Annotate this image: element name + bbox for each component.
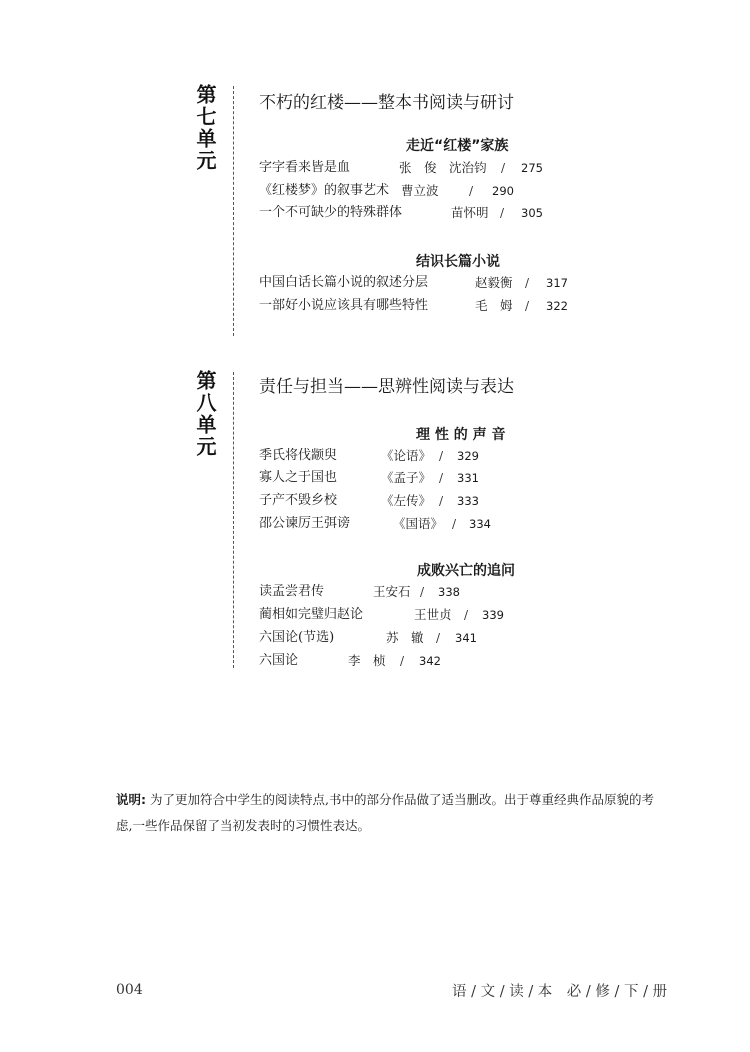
entry-separator: / <box>400 654 405 668</box>
entry-title: 蔺相如完璧归赵论 <box>259 607 364 622</box>
toc-entry[interactable] <box>259 446 479 466</box>
entry-separator: / <box>464 608 469 622</box>
entry-title: 一个不可缺少的特殊群体 <box>259 205 403 220</box>
toc-entry[interactable] <box>259 273 568 293</box>
section-heading: 成败兴亡的追问 <box>417 563 515 579</box>
entry-title: 子产不毁乡校 <box>259 493 338 508</box>
entry-separator: / <box>439 494 444 508</box>
unit-8-label: 第八单元 <box>193 370 217 458</box>
entry-author: 《论语》 <box>381 448 432 463</box>
section-heading: 结识长篇小说 <box>416 254 500 270</box>
entry-title: 《红楼梦》的叙事艺术 <box>259 183 390 198</box>
note-text: 为了更加符合中学生的阅读特点,书中的部分作品做了适当删改。出于尊重经典作品原貌的考虑,一些作品保留了当初发表时的习惯性表达。 <box>116 792 654 833</box>
entry-separator: / <box>469 184 474 198</box>
entry-page: 322 <box>546 299 568 313</box>
editorial-note <box>116 787 666 839</box>
entry-author: 王世贞 <box>414 607 452 622</box>
entry-author: 曹立波 <box>401 183 439 198</box>
entry-author: 苗怀明 <box>451 205 489 220</box>
unit-8-title: 责任与担当——思辨性阅读与表达 <box>259 377 514 397</box>
entry-page: 317 <box>546 276 568 290</box>
entry-author: 张 俊 沈治钧 <box>399 160 487 175</box>
entry-separator: / <box>525 276 530 290</box>
entry-separator: / <box>420 585 425 599</box>
entry-page: 333 <box>457 494 479 508</box>
toc-entry[interactable] <box>259 296 568 316</box>
toc-entry[interactable] <box>259 582 460 602</box>
entry-separator: / <box>436 631 441 645</box>
entry-page: 329 <box>457 449 479 463</box>
entry-page: 275 <box>521 161 543 175</box>
entry-separator: / <box>500 206 505 220</box>
entry-separator: / <box>439 471 444 485</box>
running-title: 语 / 文 / 读 / 本 必 / 修 / 下 / 册 <box>452 984 668 1000</box>
toc-entry[interactable] <box>259 628 477 648</box>
entry-author: 《左传》 <box>381 493 432 508</box>
toc-entry[interactable] <box>259 651 441 671</box>
entry-title: 六国论 <box>259 653 299 668</box>
entry-title: 一部好小说应该具有哪些特性 <box>259 298 429 313</box>
entry-separator: / <box>439 449 444 463</box>
entry-title: 六国论(节选) <box>259 630 335 645</box>
entry-page: 305 <box>521 206 543 220</box>
toc-entry[interactable] <box>259 181 514 201</box>
page-number: 004 <box>116 982 143 998</box>
entry-separator: / <box>525 299 530 313</box>
toc-entry[interactable] <box>259 158 543 178</box>
entry-author: 李 桢 <box>348 653 386 668</box>
entry-author: 《国语》 <box>393 516 444 531</box>
entry-page: 339 <box>482 608 504 622</box>
entry-page: 331 <box>457 471 479 485</box>
unit-7-divider <box>233 86 234 336</box>
unit-7-label: 第七单元 <box>193 84 217 172</box>
entry-title: 中国白话长篇小说的叙述分层 <box>259 275 429 290</box>
toc-entry[interactable] <box>259 468 479 488</box>
entry-author: 毛 姆 <box>475 298 513 313</box>
toc-entry[interactable] <box>259 514 491 534</box>
entry-title: 字字看来皆是血 <box>259 160 351 175</box>
toc-entry[interactable] <box>259 203 543 223</box>
entry-author: 赵毅衡 <box>475 275 513 290</box>
entry-separator: / <box>452 517 457 531</box>
entry-author: 《孟子》 <box>381 470 432 485</box>
section-heading: 走近“红楼”家族 <box>406 138 509 154</box>
unit-7-title: 不朽的红楼——整本书阅读与研讨 <box>259 93 514 113</box>
entry-title: 季氏将伐颛臾 <box>259 448 338 463</box>
unit-8-divider <box>233 372 234 668</box>
entry-title: 邵公谏厉王弭谤 <box>259 516 351 531</box>
entry-page: 342 <box>419 654 441 668</box>
entry-title: 寡人之于国也 <box>259 470 338 485</box>
entry-author: 王安石 <box>373 584 411 599</box>
note-label: 说明: <box>116 792 146 807</box>
section-heading: 理 性 的 声 音 <box>416 427 506 443</box>
entry-page: 338 <box>438 585 460 599</box>
entry-page: 341 <box>455 631 477 645</box>
entry-separator: / <box>501 161 506 175</box>
toc-entry[interactable] <box>259 605 504 625</box>
toc-entry[interactable] <box>259 491 479 511</box>
entry-title: 读孟尝君传 <box>259 584 325 599</box>
entry-author: 苏 辙 <box>386 630 424 645</box>
entry-page: 290 <box>492 184 514 198</box>
entry-page: 334 <box>469 517 491 531</box>
